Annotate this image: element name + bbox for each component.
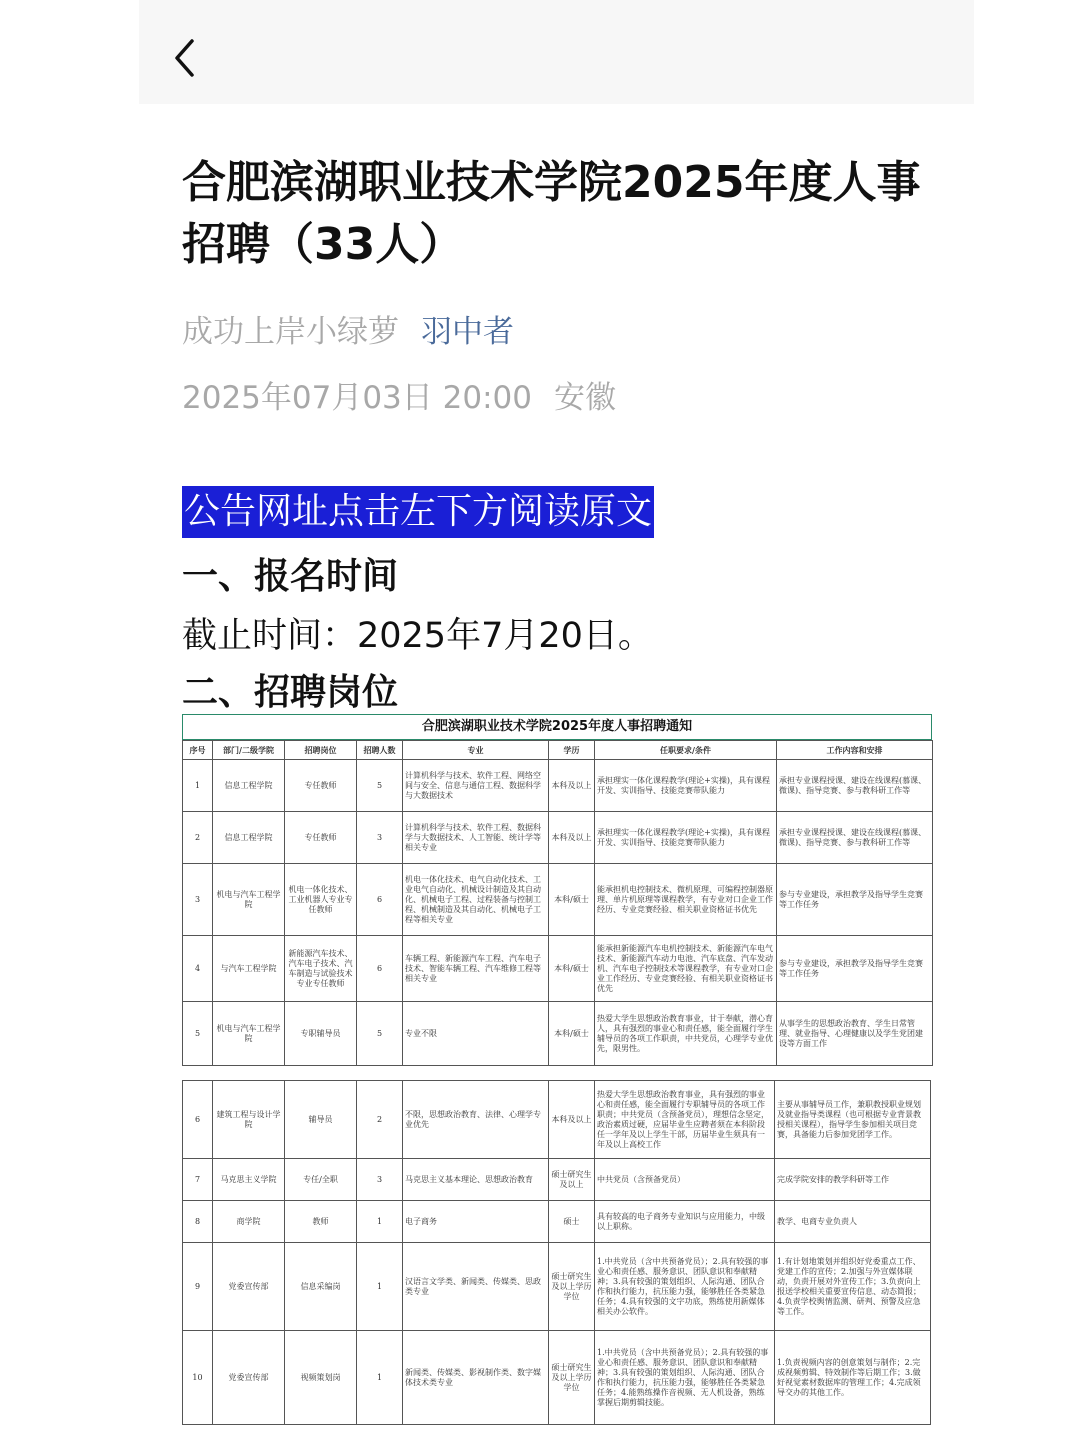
recruitment-table-image[interactable] bbox=[182, 714, 932, 1422]
table-cell: 信息工程学院 bbox=[213, 812, 285, 864]
table-cell: 8 bbox=[183, 1201, 213, 1243]
table-cell: 承担理实一体化课程教学(理论+实操)，具有课程开发、实训指导、技能竞赛带队能力 bbox=[595, 812, 777, 864]
table-cell: 参与专业建设，承担教学及指导学生竞赛等工作任务 bbox=[777, 864, 933, 936]
table-cell: 本科/硕士 bbox=[549, 864, 595, 936]
header-cell: 招聘人数 bbox=[357, 741, 403, 760]
table-cell: 视频策划岗 bbox=[285, 1331, 357, 1425]
table-cell: 电子商务 bbox=[403, 1201, 549, 1243]
table-header-row bbox=[183, 741, 933, 760]
table-cell: 9 bbox=[183, 1243, 213, 1331]
table-cell: 具有较高的电子商务专业知识与应用能力，中级以上职称。 bbox=[595, 1201, 775, 1243]
table-cell: 参与专业建设，承担教学及指导学生竞赛等工作任务 bbox=[777, 936, 933, 1002]
table-cell: 6 bbox=[183, 1081, 213, 1159]
table-cell: 本科/硕士 bbox=[549, 1002, 595, 1066]
table-cell: 硕士 bbox=[549, 1201, 595, 1243]
header-cell: 任职要求/条件 bbox=[595, 741, 777, 760]
table-cell: 1.有计划地策划并组织好党委重点工作、党建工作的宣传；2.加强与外宣媒体联动，负责开展对外宣传工作；3.负责向上报送学校相关重要宣传信息、动态简报；4.负责学校舆情监测、研判、预警及应急等工作。 bbox=[775, 1243, 931, 1331]
table-cell: 1 bbox=[357, 1201, 403, 1243]
table-row bbox=[183, 760, 933, 812]
table-cell: 信息工程学院 bbox=[213, 760, 285, 812]
table-row bbox=[183, 1081, 931, 1159]
table-cell: 汉语言文学类、新闻类、传媒类、思政类专业 bbox=[403, 1243, 549, 1331]
table-cell: 硕士研究生及以上学历学位 bbox=[549, 1331, 595, 1425]
table-title: 合肥滨湖职业技术学院2025年度人事招聘通知 bbox=[182, 714, 932, 740]
table-cell: 党委宣传部 bbox=[213, 1243, 285, 1331]
table-cell: 主要从事辅导员工作，兼职教授职业规划及就业指导类课程（也可根据专业背景教授相关课程），指导学生参加相关项目竞赛，具备能力后参加党团学工作。 bbox=[775, 1081, 931, 1159]
table-cell: 与汽车工程学院 bbox=[213, 936, 285, 1002]
table-cell: 机电与汽车工程学院 bbox=[213, 864, 285, 936]
table-cell: 计算机科学与技术、软件工程、数据科学与大数据技术、人工智能、统计学等相关专业 bbox=[403, 812, 549, 864]
table-cell: 3 bbox=[183, 864, 213, 936]
table-cell: 1 bbox=[357, 1243, 403, 1331]
table-cell: 教师 bbox=[285, 1201, 357, 1243]
table-cell: 1 bbox=[357, 1331, 403, 1425]
table-cell: 4 bbox=[183, 936, 213, 1002]
table-cell: 本科/硕士 bbox=[549, 936, 595, 1002]
article-title: 合肥滨湖职业技术学院2025年度人事招聘（33人） bbox=[182, 157, 921, 270]
table-cell: 10 bbox=[183, 1331, 213, 1425]
table-cell: 2 bbox=[183, 812, 213, 864]
table-row bbox=[183, 1201, 931, 1243]
table-cell: 建筑工程与设计学院 bbox=[213, 1081, 285, 1159]
table-cell: 马克思主义学院 bbox=[213, 1159, 285, 1201]
table-cell: 1.中共党员（含中共预备党员）；2.具有较强的事业心和责任感、服务意识、团队意识和奉献精神；3.具有较强的策划组织、人际沟通、团队合作和执行能力，抗压能力强，能够胜任各类紧急任务；4.具有较强的文字功底，熟练使用新媒体相关办公软件。 bbox=[595, 1243, 775, 1331]
section-heading-positions: 二、招聘岗位 bbox=[182, 672, 399, 713]
table-cell: 1 bbox=[183, 760, 213, 812]
table-cell: 新闻类、传媒类、影视制作类、数字媒体技术类专业 bbox=[403, 1331, 549, 1425]
table-row bbox=[183, 1159, 931, 1201]
table-cell: 专任/全职 bbox=[285, 1159, 357, 1201]
author-name-secondary[interactable]: 羽中者 bbox=[421, 314, 514, 350]
back-button[interactable] bbox=[172, 36, 212, 80]
table-cell: 承担专业课程授课、建设在线课程(慕课、微课)、指导竞赛、参与教科研工作等 bbox=[777, 812, 933, 864]
table-cell: 专任教师 bbox=[285, 812, 357, 864]
table-cell: 5 bbox=[357, 760, 403, 812]
table-row bbox=[183, 1331, 931, 1425]
table-cell: 专业不限 bbox=[403, 1002, 549, 1066]
publish-info bbox=[182, 372, 616, 417]
table-row bbox=[183, 936, 933, 1002]
table-cell: 6 bbox=[357, 936, 403, 1002]
publish-location: 安徽 bbox=[553, 380, 616, 416]
table-cell: 热爱大学生思想政治教育事业，具有强烈的事业心和责任感，能全面履行专职辅导员的各项工作职责；中共党员（含预备党员），理想信念坚定，政治素质过硬，应届毕业生应聘者须在本科阶段任一学年及以上学生干部，历届毕业生须具有一年及以上高校工作 bbox=[595, 1081, 775, 1159]
table-row bbox=[183, 1002, 933, 1066]
header-cell: 招聘岗位 bbox=[285, 741, 357, 760]
table-cell: 完成学院安排的教学科研等工作 bbox=[775, 1159, 931, 1201]
table-cell: 计算机科学与技术、软件工程、网络空间与安全、信息与通信工程、数据科学与大数据技术 bbox=[403, 760, 549, 812]
publish-date: 2025年07月03日 20:00 bbox=[182, 380, 532, 416]
highlight-notice: 公告网址点击左下方阅读原文 bbox=[182, 486, 654, 538]
top-bar bbox=[139, 0, 974, 104]
table-cell: 热爱大学生思想政治教育事业，甘于奉献，潜心育人，具有强烈的事业心和责任感，能全面履行学生辅导员的各项工作职责，中共党员，心理学专业优先，限男性。 bbox=[595, 1002, 777, 1066]
table-cell: 6 bbox=[357, 864, 403, 936]
table-cell: 机电与汽车工程学院 bbox=[213, 1002, 285, 1066]
table-cell: 马克思主义基本理论、思想政治教育 bbox=[403, 1159, 549, 1201]
author-line bbox=[182, 306, 514, 351]
table-cell: 教学、电商专业负责人 bbox=[775, 1201, 931, 1243]
chevron-left-icon bbox=[172, 36, 212, 80]
table-row bbox=[183, 1243, 931, 1331]
table-cell: 1.中共党员（含中共预备党员）；2.具有较强的事业心和责任感、服务意识、团队意识和奉献精神；3.具有较强的策划组织、人际沟通、团队合作和执行能力，抗压能力强，能够胜任各类紧急任务；4.能熟练操作音视频、无人机设备，熟练掌握后期剪辑技能。 bbox=[595, 1331, 775, 1425]
table-cell: 本科及以上 bbox=[549, 812, 595, 864]
table-cell: 2 bbox=[357, 1081, 403, 1159]
table-cell: 新能源汽车技术、汽车电子技术、汽车制造与试验技术专业专任教师 bbox=[285, 936, 357, 1002]
table-cell: 本科及以上 bbox=[549, 1081, 595, 1159]
deadline-text: 截止时间：2025年7月20日。 bbox=[182, 616, 653, 656]
table-cell: 承担理实一体化课程教学(理论+实操)，具有课程开发、实训指导、技能竞赛带队能力 bbox=[595, 760, 777, 812]
table-cell: 能承担新能源汽车电机控制技术、新能源汽车电气技术、新能源汽车动力电池、汽车底盘、汽车发动机、汽车电子控制技术等课程教学，有专业对口企业工作经历、专业竞赛经验、有相关职业资格证书优先 bbox=[595, 936, 777, 1002]
header-cell: 工作内容和安排 bbox=[777, 741, 933, 760]
table-row bbox=[183, 864, 933, 936]
table-cell: 承担专业课程授课、建设在线课程(慕课、微课)、指导竞赛、参与教科研工作等 bbox=[777, 760, 933, 812]
table-cell: 辅导员 bbox=[285, 1081, 357, 1159]
table-cell: 商学院 bbox=[213, 1201, 285, 1243]
header-cell: 序号 bbox=[183, 741, 213, 760]
table-cell: 本科及以上 bbox=[549, 760, 595, 812]
table-cell: 5 bbox=[183, 1002, 213, 1066]
table-cell: 中共党员（含预备党员） bbox=[595, 1159, 775, 1201]
table-cell: 从事学生的思想政治教育、学生日常管理、就业指导、心理健康以及学生党团建设等方面工作 bbox=[777, 1002, 933, 1066]
recruitment-table-part-1 bbox=[182, 740, 933, 1066]
table-cell: 1.负责视频内容的创意策划与制作；2.完成视频剪辑、特效制作等后期工作；3.做好视觉素材数据库的管理工作；4.完成领导交办的其他工作。 bbox=[775, 1331, 931, 1425]
table-cell: 专职辅导员 bbox=[285, 1002, 357, 1066]
table-cell: 专任教师 bbox=[285, 760, 357, 812]
table-cell: 7 bbox=[183, 1159, 213, 1201]
table-cell: 机电一体化技术、电气自动化技术、工业电气自动化、机械设计制造及其自动化、机械电子工程、过程装备与控制工程、机械制造及其自动化、机械电子工程等相关专业 bbox=[403, 864, 549, 936]
table-cell: 能承担机电控制技术、微机原理、可编程控制器原理、单片机原理等课程教学，有专业对口企业工作经历、专业竞赛经验、相关职业资格证书优先 bbox=[595, 864, 777, 936]
table-cell: 机电一体化技术、工业机器人专业专任教师 bbox=[285, 864, 357, 936]
table-cell: 硕士研究生及以上学历学位 bbox=[549, 1243, 595, 1331]
table-cell: 信息采编岗 bbox=[285, 1243, 357, 1331]
table-cell: 硕士研究生及以上 bbox=[549, 1159, 595, 1201]
table-cell: 3 bbox=[357, 1159, 403, 1201]
header-cell: 专业 bbox=[403, 741, 549, 760]
table-cell: 不限，思想政治教育、法律、心理学专业优先 bbox=[403, 1081, 549, 1159]
table-row bbox=[183, 812, 933, 864]
header-cell: 部门/二级学院 bbox=[213, 741, 285, 760]
table-cell: 党委宣传部 bbox=[213, 1331, 285, 1425]
table-cell: 3 bbox=[357, 812, 403, 864]
section-heading-registration: 一、报名时间 bbox=[182, 556, 399, 597]
table-cell: 车辆工程、新能源汽车工程、汽车电子技术、智能车辆工程、汽车维修工程等相关专业 bbox=[403, 936, 549, 1002]
recruitment-table-part-2 bbox=[182, 1080, 931, 1425]
header-cell: 学历 bbox=[549, 741, 595, 760]
author-name[interactable]: 成功上岸小绿萝 bbox=[182, 314, 399, 350]
table-cell: 5 bbox=[357, 1002, 403, 1066]
